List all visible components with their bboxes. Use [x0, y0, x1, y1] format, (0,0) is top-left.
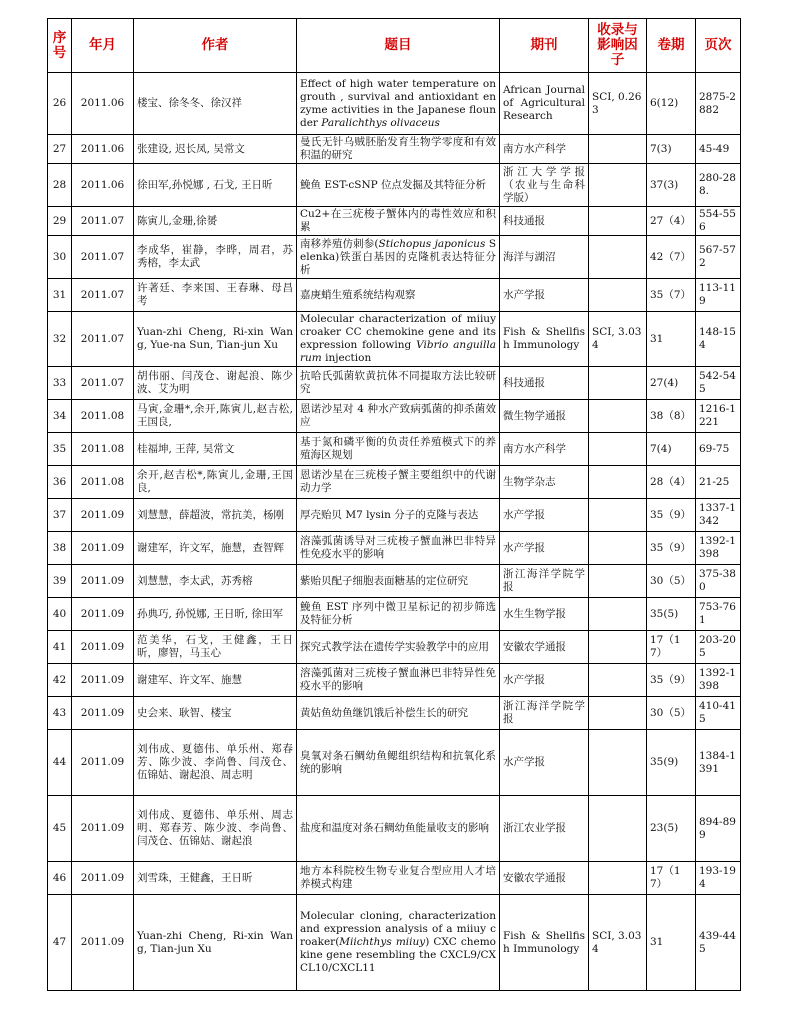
title-segment: 探究式教学法在遗传学实验教学中的应用 [300, 640, 489, 653]
year-month-cell: 2011.09 [72, 499, 134, 532]
title-segment: 南移养殖仿刺参( [300, 237, 379, 250]
authors-cell: 谢建军，许文军，施慧，查智辉 [134, 532, 297, 565]
indexing-cell [589, 400, 647, 433]
indexing-cell: SCI, 3.034 [589, 312, 647, 367]
pages-cell: 21-25 [696, 466, 741, 499]
header-authors: 作者 [134, 19, 297, 73]
pages-cell: 554-556 [696, 207, 741, 236]
table-row [48, 499, 741, 532]
serial-number-cell: 28 [48, 164, 72, 207]
title-segment: 抗哈氏弧菌软黄抗体不同提取方法比较研究 [300, 370, 496, 395]
title-segment: ) CXC chemokine gene resembling the CXCL9/CXCL10/CXCL11 [300, 936, 496, 974]
title-segment: 黄姑鱼幼鱼继饥饿后补偿生长的研究 [300, 706, 468, 719]
pages-cell: 1392-1398 [696, 664, 741, 697]
pages-cell: 410-415 [696, 697, 741, 730]
journal-cell: 水产学报 [500, 532, 589, 565]
year-month-cell: 2011.07 [72, 207, 134, 236]
year-month-cell: 2011.07 [72, 236, 134, 279]
serial-number-cell: 33 [48, 367, 72, 400]
pages-cell: 2875-2882 [696, 73, 741, 135]
serial-number-cell: 35 [48, 433, 72, 466]
title-cell [297, 367, 500, 400]
year-month-cell: 2011.09 [72, 796, 134, 862]
indexing-cell [589, 499, 647, 532]
journal-cell: African Journal of Agricultural Research [500, 73, 589, 135]
title-segment: 恩诺沙星对 4 种水产致病弧菌的抑杀菌效应 [300, 403, 496, 428]
volume-issue-cell: 35(5) [647, 598, 696, 631]
volume-issue-cell: 27(4) [647, 367, 696, 400]
indexing-cell [589, 135, 647, 164]
table-row [48, 598, 741, 631]
serial-number-cell: 39 [48, 565, 72, 598]
pages-cell: 280-288. [696, 164, 741, 207]
title-italic-segment: Miichthys miiuy [339, 936, 426, 948]
serial-number-cell: 46 [48, 862, 72, 895]
journal-cell: 水产学报 [500, 730, 589, 796]
serial-number-cell: 42 [48, 664, 72, 697]
indexing-cell [589, 631, 647, 664]
year-month-cell: 2011.08 [72, 466, 134, 499]
journal-cell: Fish & Shellfish Immunology [500, 895, 589, 991]
year-month-cell: 2011.09 [72, 565, 134, 598]
title-cell [297, 664, 500, 697]
table-row [48, 796, 741, 862]
volume-issue-cell: 23(5) [647, 796, 696, 862]
authors-cell: 刘伟成、夏德伟、单乐州、周志明、郑春芳、陈少波、李尚鲁、闫茂仓、伍锦姑、谢起浪 [134, 796, 297, 862]
year-month-cell: 2011.09 [72, 598, 134, 631]
table-row [48, 236, 741, 279]
authors-cell: 余开,赵吉松*,陈寅儿,金珊,王国良, [134, 466, 297, 499]
indexing-cell [589, 532, 647, 565]
pages-cell: 203-205 [696, 631, 741, 664]
serial-number-cell: 26 [48, 73, 72, 135]
serial-number-cell: 41 [48, 631, 72, 664]
header-journal: 期刊 [500, 19, 589, 73]
year-month-cell: 2011.09 [72, 631, 134, 664]
table-row [48, 532, 741, 565]
year-month-cell: 2011.08 [72, 433, 134, 466]
journal-cell: 科技通报 [500, 207, 589, 236]
indexing-cell [589, 664, 647, 697]
title-cell [297, 631, 500, 664]
journal-cell: 安徽农学通报 [500, 631, 589, 664]
indexing-cell [589, 466, 647, 499]
volume-issue-cell: 35（9） [647, 499, 696, 532]
authors-cell: 张建设, 迟长凤, 吴常文 [134, 135, 297, 164]
pages-cell: 894-899 [696, 796, 741, 862]
title-segment: 溶藻弧菌诱导对三疣梭子蟹血淋巴非特异性免疫水平的影响 [300, 535, 496, 560]
indexing-cell [589, 598, 647, 631]
serial-number-cell: 32 [48, 312, 72, 367]
journal-cell: 水生生物学报 [500, 598, 589, 631]
year-month-cell: 2011.08 [72, 400, 134, 433]
authors-cell: 史会来、耿智、楼宝 [134, 697, 297, 730]
pages-cell: 1392-1398 [696, 532, 741, 565]
title-segment: 紫贻贝配子细胞表面糖基的定位研究 [300, 574, 468, 587]
table-row [48, 433, 741, 466]
year-month-cell: 2011.09 [72, 862, 134, 895]
volume-issue-cell: 30（5） [647, 697, 696, 730]
volume-issue-cell: 6(12) [647, 73, 696, 135]
journal-cell: 南方水产科学 [500, 433, 589, 466]
publication-table [47, 18, 741, 991]
title-segment: 恩诺沙星在三疣梭子蟹主要组织中的代谢动力学 [300, 469, 496, 494]
table-row [48, 400, 741, 433]
indexing-cell [589, 565, 647, 598]
title-cell [297, 565, 500, 598]
authors-cell: 桂福坤, 王萍, 吴常文 [134, 433, 297, 466]
year-month-cell: 2011.09 [72, 532, 134, 565]
authors-cell: 范美华，石戈，王健鑫，王日昕，廖智，马玉心 [134, 631, 297, 664]
journal-cell: 生物学杂志 [500, 466, 589, 499]
title-cell [297, 499, 500, 532]
table-row [48, 862, 741, 895]
title-italic-segment: Paralichthys olivaceus [321, 116, 440, 129]
volume-issue-cell: 17（17） [647, 631, 696, 664]
serial-number-cell: 36 [48, 466, 72, 499]
title-cell [297, 697, 500, 730]
serial-number-cell: 31 [48, 279, 72, 312]
indexing-cell [589, 279, 647, 312]
journal-cell: 浙江农业学报 [500, 796, 589, 862]
serial-number-cell: 45 [48, 796, 72, 862]
year-month-cell: 2011.06 [72, 135, 134, 164]
table-row [48, 164, 741, 207]
journal-cell: 浙江海洋学院学报 [500, 565, 589, 598]
table-body [48, 73, 741, 991]
serial-number-cell: 37 [48, 499, 72, 532]
volume-issue-cell: 42（7） [647, 236, 696, 279]
title-segment: 厚壳贻贝 M7 lysin 分子的克隆与表达 [300, 508, 479, 521]
table-row [48, 312, 741, 367]
authors-cell: 楼宝、徐冬冬、徐汉祥 [134, 73, 297, 135]
volume-issue-cell: 7(3) [647, 135, 696, 164]
authors-cell: 许著廷、李来国、王春琳、母昌考 [134, 279, 297, 312]
title-segment: Selenka)铁蛋白基因的克隆机表达特征分析 [300, 237, 497, 276]
title-segment: Cu2+在三疣梭子蟹体内的毒性效应和积累 [300, 208, 496, 233]
header-title: 题目 [297, 19, 500, 73]
year-month-cell: 2011.07 [72, 279, 134, 312]
title-segment: 盐度和温度对条石鲷幼鱼能量收支的影响 [300, 822, 489, 834]
title-cell [297, 207, 500, 236]
pages-cell: 193-194 [696, 862, 741, 895]
table-row [48, 631, 741, 664]
title-cell [297, 279, 500, 312]
title-cell [297, 312, 500, 367]
title-segment: 基于氮和磷平衡的负责任养殖模式下的养殖海区规划 [300, 436, 496, 461]
journal-cell: 水产学报 [500, 499, 589, 532]
table-row [48, 466, 741, 499]
table-row [48, 73, 741, 135]
table-row [48, 135, 741, 164]
header-volume-issue: 卷期 [647, 19, 696, 73]
serial-number-cell: 43 [48, 697, 72, 730]
year-month-cell: 2011.09 [72, 730, 134, 796]
year-month-cell: 2011.06 [72, 164, 134, 207]
pages-cell: 69-75 [696, 433, 741, 466]
table-row [48, 367, 741, 400]
title-segment: 地方本科院校生物专业复合型应用人才培养模式构建 [300, 865, 496, 890]
header-year-month: 年月 [72, 19, 134, 73]
title-cell [297, 598, 500, 631]
table-row [48, 279, 741, 312]
title-cell [297, 862, 500, 895]
serial-number-cell: 29 [48, 207, 72, 236]
serial-number-cell: 34 [48, 400, 72, 433]
volume-issue-cell: 35（9） [647, 532, 696, 565]
journal-cell: 浙江大学学报（农业与生命科学版） [500, 164, 589, 207]
indexing-cell: SCI, 3.034 [589, 895, 647, 991]
pages-cell: 148-154 [696, 312, 741, 367]
table-row [48, 895, 741, 991]
title-segment: 鮸鱼 EST-cSNP 位点发掘及其特征分析 [300, 178, 487, 191]
title-cell [297, 236, 500, 279]
pages-cell: 542-545 [696, 367, 741, 400]
title-segment: Effect of high water temperature on grouth , survival and antioxidant enzyme activities in the Japanese flounder [300, 77, 496, 129]
indexing-cell [589, 862, 647, 895]
pages-cell: 567-572 [696, 236, 741, 279]
indexing-cell: SCI, 0.263 [589, 73, 647, 135]
table-row [48, 730, 741, 796]
table-row [48, 565, 741, 598]
authors-cell: 徐田军,孙悦娜 , 石戈, 王日昕 [134, 164, 297, 207]
authors-cell: 马寅,金珊*,余开,陈寅儿,赵吉松,王国良, [134, 400, 297, 433]
authors-cell: 胡伟丽、闫茂仓、谢起浪、陈少波、艾为明 [134, 367, 297, 400]
title-segment: injection [321, 352, 372, 364]
indexing-cell [589, 164, 647, 207]
authors-cell: 谢建军、许文军、施慧 [134, 664, 297, 697]
serial-number-cell: 47 [48, 895, 72, 991]
authors-cell: Yuan-zhi Cheng, Ri-xin Wang, Yue-na Sun, Tian-jun Xu [134, 312, 297, 367]
serial-number-cell: 27 [48, 135, 72, 164]
authors-cell: 刘慧慧，薛超波，常抗美，杨刚 [134, 499, 297, 532]
title-cell [297, 433, 500, 466]
title-segment: 鮸鱼 EST 序列中微卫星标记的初步筛选及特征分析 [300, 601, 496, 626]
title-segment: 曼氏无针乌贼胚胎发育生物学零度和有效积温的研究 [300, 136, 496, 161]
title-cell [297, 400, 500, 433]
title-cell [297, 73, 500, 135]
title-cell [297, 135, 500, 164]
volume-issue-cell: 35（7） [647, 279, 696, 312]
pages-cell: 375-380 [696, 565, 741, 598]
serial-number-cell: 44 [48, 730, 72, 796]
serial-number-cell: 30 [48, 236, 72, 279]
authors-cell: Yuan-zhi Cheng, Ri-xin Wang, Tian-jun Xu [134, 895, 297, 991]
indexing-cell [589, 367, 647, 400]
year-month-cell: 2011.09 [72, 664, 134, 697]
title-segment: 溶藻弧菌对三疣梭子蟹血淋巴非特异性免疫水平的影响 [300, 667, 496, 692]
volume-issue-cell: 28（4） [647, 466, 696, 499]
journal-cell: Fish & Shellfish Immunology [500, 312, 589, 367]
title-italic-segment: Vibrio anguillarum [300, 339, 497, 364]
authors-cell: 刘慧慧，李太武，苏秀榕 [134, 565, 297, 598]
year-month-cell: 2011.07 [72, 367, 134, 400]
header-row [48, 19, 741, 73]
pages-cell: 45-49 [696, 135, 741, 164]
journal-cell: 科技通报 [500, 367, 589, 400]
journal-cell: 水产学报 [500, 664, 589, 697]
indexing-cell [589, 730, 647, 796]
pages-cell: 439-445 [696, 895, 741, 991]
table-row [48, 207, 741, 236]
indexing-cell [589, 796, 647, 862]
journal-cell: 浙江海洋学院学报 [500, 697, 589, 730]
volume-issue-cell: 7(4) [647, 433, 696, 466]
year-month-cell: 2011.09 [72, 895, 134, 991]
indexing-cell [589, 697, 647, 730]
volume-issue-cell: 31 [647, 895, 696, 991]
table-row [48, 664, 741, 697]
title-cell [297, 895, 500, 991]
journal-cell: 南方水产科学 [500, 135, 589, 164]
pages-cell: 753-761 [696, 598, 741, 631]
title-cell [297, 466, 500, 499]
year-month-cell: 2011.09 [72, 697, 134, 730]
journal-cell: 安徽农学通报 [500, 862, 589, 895]
indexing-cell [589, 207, 647, 236]
header-indexing-impact-factor: 收录与影响因子 [589, 19, 647, 73]
title-cell [297, 532, 500, 565]
title-segment: 臭氧对条石鲷幼鱼鳃组织结构和抗氧化系统的影响 [300, 749, 496, 775]
volume-issue-cell: 35(9) [647, 730, 696, 796]
pages-cell: 1337-1342 [696, 499, 741, 532]
indexing-cell [589, 433, 647, 466]
title-cell [297, 796, 500, 862]
journal-cell: 微生物学通报 [500, 400, 589, 433]
journal-cell: 海洋与湖沼 [500, 236, 589, 279]
volume-issue-cell: 27（4） [647, 207, 696, 236]
volume-issue-cell: 17（17） [647, 862, 696, 895]
serial-number-cell: 38 [48, 532, 72, 565]
title-italic-segment: Stichopus japonicus [378, 237, 486, 250]
indexing-cell [589, 236, 647, 279]
serial-number-cell: 40 [48, 598, 72, 631]
journal-cell: 水产学报 [500, 279, 589, 312]
title-cell [297, 164, 500, 207]
volume-issue-cell: 35（9） [647, 664, 696, 697]
volume-issue-cell: 31 [647, 312, 696, 367]
pages-cell: 113-119 [696, 279, 741, 312]
title-segment: 嘉庚蛸生殖系统结构观察 [300, 288, 416, 301]
volume-issue-cell: 30（5） [647, 565, 696, 598]
title-segment: Molecular characterization of miiuy croaker CC chemokine gene and itsexpression following [300, 313, 496, 351]
pages-cell: 1384-1391 [696, 730, 741, 796]
title-cell [297, 730, 500, 796]
authors-cell: 刘伟成、夏德伟、单乐州、郑春芳、陈少波、李尚鲁、闫茂仓、伍锦姑、谢起浪、周志明 [134, 730, 297, 796]
year-month-cell: 2011.07 [72, 312, 134, 367]
year-month-cell: 2011.06 [72, 73, 134, 135]
pages-cell: 1216-1221 [696, 400, 741, 433]
header-pages: 页次 [696, 19, 741, 73]
volume-issue-cell: 38（8） [647, 400, 696, 433]
title-segment: Molecular cloning, characterization and expression analysis of a miiuy croaker( [300, 910, 496, 948]
authors-cell: 李成华，崔静，李晔，周君，苏秀榕，李太武 [134, 236, 297, 279]
authors-cell: 陈寅儿,金珊,徐赟 [134, 207, 297, 236]
volume-issue-cell: 37(3) [647, 164, 696, 207]
authors-cell: 孙典巧, 孙悦娜, 王日昕, 徐田军 [134, 598, 297, 631]
table-row [48, 697, 741, 730]
header-serial-number: 序号 [48, 19, 72, 73]
authors-cell: 刘雪珠，王健鑫，王日昕 [134, 862, 297, 895]
